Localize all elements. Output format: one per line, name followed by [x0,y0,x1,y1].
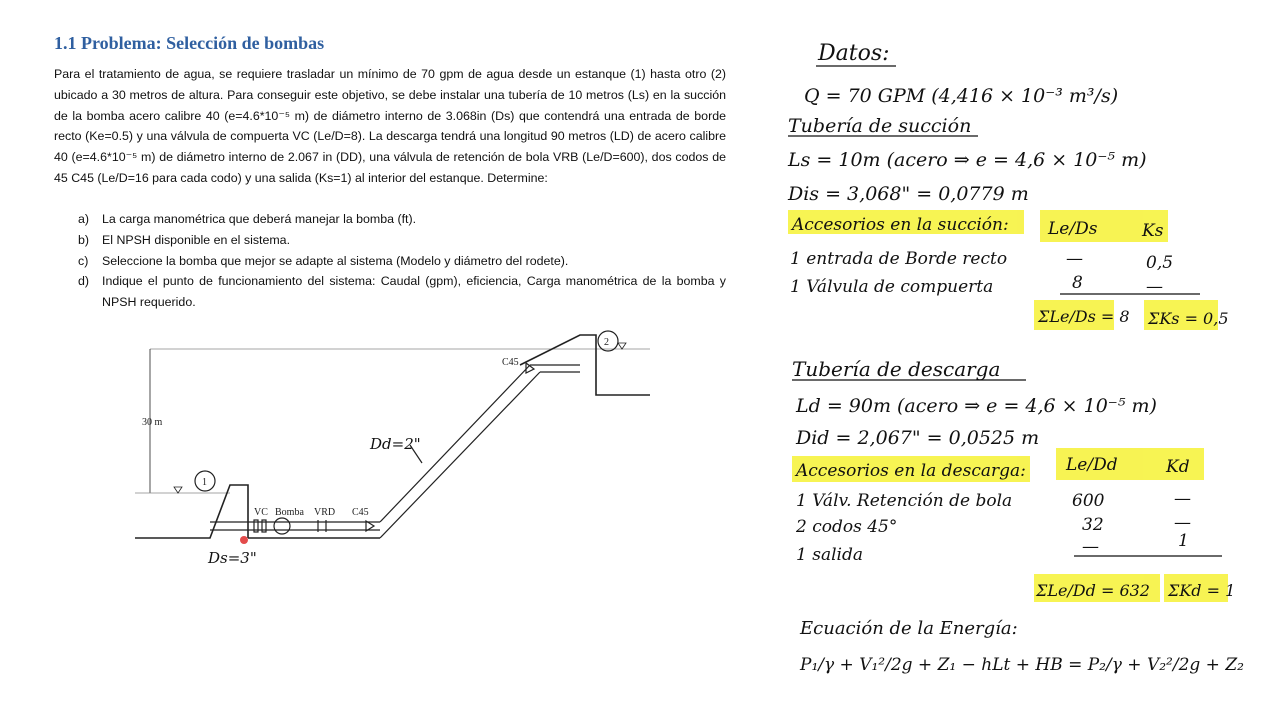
item-label: b) [78,232,90,247]
handwritten-notes [760,30,1250,700]
sum-le-ds: ΣLe/Ds = 8 [1038,307,1130,326]
problem-title: 1.1 Problema: Selección de bombas [54,33,325,53]
suction-length: Ls = 10m (acero ⇒ e = 4,6 × 10⁻⁵ m) [788,149,1147,171]
energy-heading: Ecuación de la Energía: [800,618,1018,639]
col-ks: Ks [1142,221,1164,241]
water-level-icon [618,343,626,349]
discharge-row-3-led: — [1082,537,1099,557]
discharge-heading: Tubería de descarga [792,357,1001,381]
suction-row-2: 1 Válvula de compuerta [790,277,994,297]
tank-2-label: 2 [604,337,609,348]
datos-heading: Datos: [818,41,890,66]
item-text: El NPSH disponible en el sistema. [102,232,291,247]
discharge-row-1-k: — [1174,489,1191,509]
discharge-row-1-led: 600 [1072,491,1105,511]
energy-equation: P₁/γ + V₁²/2g + Z₁ − hLt + HB = P₂/γ + V₂²/2g + Z₂ [800,655,1244,675]
suction-row-2-k: — [1146,277,1163,297]
discharge-pipe-bottom [380,372,540,538]
height-label: 30 m [142,417,163,428]
dd-label: Dd=2" [370,435,421,453]
list-item [78,209,726,230]
col-le-ds: Le/Ds [1048,219,1098,239]
problem-statement: Para el tratamiento de agua, se requiere trasladar un mínimo de 70 gpm de agua desde un estanque (1) hasta otro (2) ubicado a 30 metros de altura. Para conseguir este objetivo, se debe instalar una tubería de 10 metros (Ls) en la succión de la bomba acero calibre 40 (e=4.6*10⁻⁵ m) de diámetro interno de 3.068in (Ds) que contendrá una entrada de borde recto (Ke=0.5) y una válvula de compuerta VC (Le/D=8). La descarga tendrá una longitud 90 metros (LD) de acero calibre 40 (e=4.6*10⁻⁵ m) de diámetro interno de 2.067 in (DD), una válvula de retención de bola VRB (Le/D=600), dos codos de 45 C45 (Le/D=16 para cada codo) y una salida (Ks=1) al interior del estanque. Determine: [54,67,726,185]
item-text: La carga manométrica que deberá manejar la bomba (ft). [102,212,417,226]
suction-diameter: Dis = 3,068" = 0,0779 m [788,183,1029,205]
suction-row-1-k: 0,5 [1146,253,1174,273]
sum-kd: ΣKd = 1 [1168,581,1236,600]
item-text: Seleccione la bomba que mejor se adapte al sistema (Modelo y diámetro del rodete). [102,253,569,268]
water-level-icon [174,487,182,493]
item-label: c) [78,253,89,268]
ds-label: Ds=3" [208,549,257,567]
suction-heading: Tubería de succión [788,115,972,137]
list-item [78,251,726,272]
discharge-row-2-led: 32 [1082,515,1104,535]
vrd-label: VRD [314,507,336,518]
sum-le-dd: ΣLe/Dd = 632 [1036,581,1150,600]
tank-1-label: 1 [202,477,207,488]
discharge-row-2: 2 codos 45° [796,517,898,537]
discharge-row-1: 1 Válv. Retención de bola [796,491,1013,511]
item-label: a) [78,212,90,226]
pump-system-diagram [130,325,660,575]
questions-list [78,209,726,313]
discharge-diameter: Did = 2,067" = 0,0525 m [796,427,1040,449]
suction-fittings-heading: Accesorios en la succión: [792,215,1009,235]
col-le-dd: Le/Dd [1066,455,1118,475]
item-text: Indique el punto de funcionamiento del sistema: Caudal (gpm), eficiencia, Carga manométrica de la bomba y NPSH requerido. [102,274,726,310]
discharge-row-3: 1 salida [796,545,863,565]
cursor-marker [240,536,248,544]
flow-rate: Q = 70 GPM (4,416 × 10⁻³ m³/s) [804,85,1119,107]
col-kd: Kd [1166,457,1190,477]
discharge-length: Ld = 90m (acero ⇒ e = 4,6 × 10⁻⁵ m) [796,395,1157,417]
discharge-row-2-k: — [1174,513,1191,533]
pump-label: Bomba [275,507,304,518]
discharge-row-3-k: 1 [1178,531,1189,551]
discharge-fittings-heading: Accesorios en la descarga: [796,461,1026,481]
vc-label: VC [254,507,268,518]
suction-row-1-led: — [1066,249,1083,269]
pump-icon [274,518,290,534]
list-item [78,230,726,251]
list-item [78,271,726,313]
suction-row-1: 1 entrada de Borde recto [790,249,1008,269]
sum-ks: ΣKs = 0,5 [1148,309,1229,328]
item-label: d) [78,274,90,289]
c45-high-label: C45 [502,357,519,368]
c45-low-label: C45 [352,507,369,518]
suction-row-2-led: 8 [1072,273,1083,293]
